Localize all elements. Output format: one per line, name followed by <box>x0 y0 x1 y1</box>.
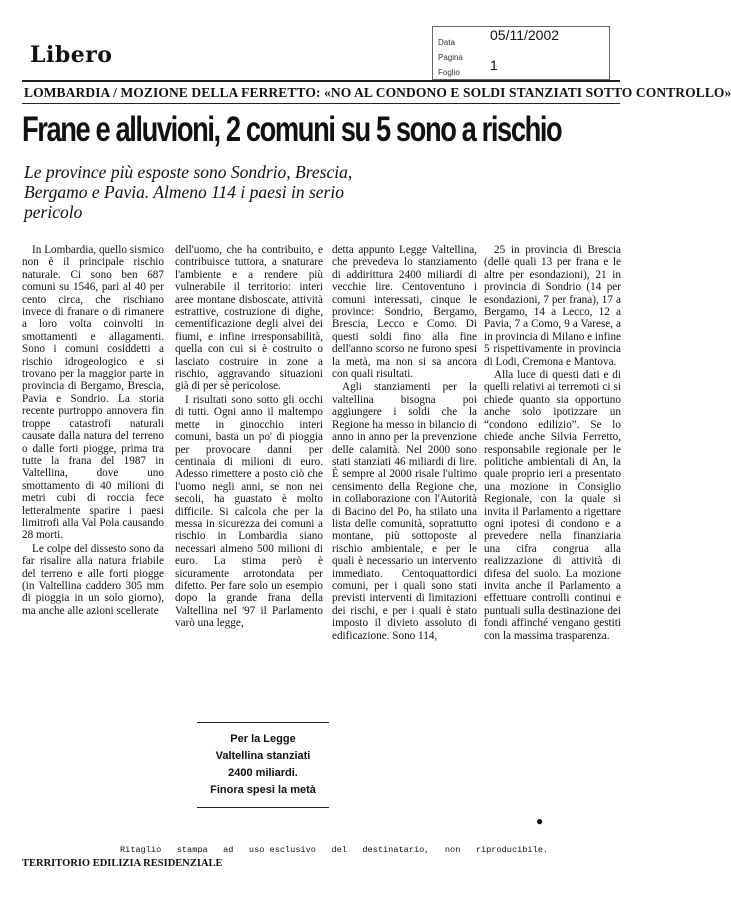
date-label: Data <box>438 38 455 47</box>
pull-quote <box>197 722 329 808</box>
article-column-3 <box>332 244 477 642</box>
article-column-2 <box>175 244 323 630</box>
article-column-4 <box>484 244 621 642</box>
sheet-value: 1 <box>490 57 498 73</box>
pull-quote-line: Per la Legge <box>230 733 296 745</box>
section-label: TERRITORIO EDILIZIA RESIDENZIALE <box>22 858 223 869</box>
paragraph: dell'uomo, che ha contribuito, e contribuisce tuttora, a snaturare l'ambiente e a rendere più vulnerabile il territorio: interi aree montane disboscate, attività estrattive, costruzione di dighe, cementificazione degli alvei dei fiumi, e infine irresponsabilità, quella con cui si è costruito o lasciato costruire in zone a rischio, aggravando situazioni già di per sè pericolose. <box>175 244 323 393</box>
pull-quote-line: Valtellina stanziati <box>215 750 311 762</box>
top-rule <box>22 80 620 82</box>
kicker-rule <box>22 103 620 104</box>
paragraph: Agli stanziamenti per la valtellina bisogna poi aggiungere i soldi che la Regione ha messo in bilancio di anno in anno per la prevenzione delle calamità. Nel 2000 sono stati stanziati 46 miliardi di lire. È sempre al 2000 risale l'ultimo censimento della Regione che, in collaborazione con l'Autorità di Bacino del Po, ha stilato una lista delle comunità, soprattutto montane, più sottoposte al rischio ambientale, e per le quali è necessario un intervento immediato. Centoquattordici comuni, per i quali sono stati previsti interventi di limitazioni dei rischi, e per i quali è stato imposto il divieto assoluto di edificazione. Sono 114, <box>332 381 477 642</box>
page-label: Pagina <box>438 53 463 62</box>
reproduction-notice: Ritaglio stampa ad uso esclusivo del destinatario, non riproducibile. <box>120 845 549 855</box>
pull-quote-line: Finora spesi la metà <box>210 784 316 796</box>
paragraph: I risultati sono sotto gli occhi di tutti. Ogni anno il maltempo mette in ginocchio interi comuni, basta un po' di pioggia per provocare danni per centinaia di milioni di euro. Adesso rimettere a posto ciò che l'uomo negli anni, se non nei secoli, ha guastato è molto difficile. Si calcola che per la messa in sicurezza dei comuni a rischio in Lombardia siano necessari almeno 500 milioni di euro. La stima però è sicuramente arrotondata per difetto. Per fare solo un esempio dopo la grande frana della Valtellina nel '97 il Parlamento varò una legge, <box>175 393 323 630</box>
newspaper-logo: Libero <box>30 42 113 68</box>
article-headline: Frane e alluvioni, 2 comuni su 5 sono a rischio <box>22 110 562 149</box>
article-subhead: Le province più esposte sono Sondrio, Brescia, Bergamo e Pavia. Almeno 114 i paesi in serio pericolo <box>24 162 353 222</box>
paragraph: In Lombardia, quello sismico non è il principale rischio naturale. Ci sono ben 687 comuni su 1546, pari al 40 per cento circa, che rischiano invece di franare o di rimanere a loro volta coinvolti in smottamenti e allagamenti. Sono i comuni cosiddetti a rischio idrogeologico e si trovano per la maggior parte in provincia di Bergamo, Brescia, Pavia e Sondrio. La storia recente purtroppo annovera fin troppe catastrofi naturali causate dalla natura del terreno o dalle forti piogge, prima tra tutte la frana del 1987 in Valtellina, dove uno smottamento di 40 milioni di metri cubi di roccia fece letteralmente sparire i paesi limitrofi alla Val Pola causando 28 morti. <box>22 244 164 542</box>
paragraph: Alla luce di questi dati e di quelli relativi ai terremoti ci si chiede quanto sia opportuno anche solo ipotizzare un “condono edilizio”. Se lo chiede anche Silvia Ferretto, responsabile regionale per le politiche ambientali di An, la quale proprio ieri a presentato una mozione in Consiglio Regionale, con la quale si invita il Parlamento a rigettare ogni ipotesi di condono e a prevedere nella finanziaria una cifra congrua alla realizzazione di attività di difesa del suolo. La mozione invita anche il Parlamento a effettuare controlli continui e puntuali sulla destinazione dei fondi affinché vengano gestiti con la massima trasparenza. <box>484 369 621 642</box>
paragraph: Le colpe del dissesto sono da far risalire alla natura friabile del terreno e alle forti piogge (in Valtellina caddero 305 mm di pioggia in un solo giorno), ma anche alle azioni scellerate <box>22 542 164 617</box>
paragraph: detta appunto Legge Valtellina, che prevedeva lo stanziamento di addirittura 2400 miliardi di vecchie lire. Centoventuno i comuni interessati, cinque le province: Sondrio, Bergamo, Brescia, Lecco e Como. Di questi soldi fino alla fine dell'anno scorso ne furono spesi la metà, ma non si sa ancora con quali risultati. <box>332 244 477 381</box>
sheet-label: Foglio <box>438 68 460 77</box>
end-mark-icon: ● <box>536 814 544 828</box>
article-kicker: LOMBARDIA / MOZIONE DELLA FERRETTO: «NO AL CONDONO E SOLDI STANZIATI SOTTO CONTROLLO» <box>24 85 731 100</box>
clipping-info-box <box>432 26 610 80</box>
date-value: 05/11/2002 <box>490 27 560 43</box>
pull-quote-line: 2400 miliardi. <box>228 767 298 779</box>
paragraph: 25 in provincia di Brescia (delle quali 13 per frana e le altre per esondazioni), 21 in provincia di Sondrio (14 per esondazioni, 7 per frana), 17 a Bergamo, 14 a Lecco, 12 a Pavia, 7 a Como, 9 a Varese, a in provincia di Milano e infine 5 rispettivamente in provincia di Lodi, Cremona e Mantova. <box>484 244 622 368</box>
article-column-1 <box>22 244 164 617</box>
